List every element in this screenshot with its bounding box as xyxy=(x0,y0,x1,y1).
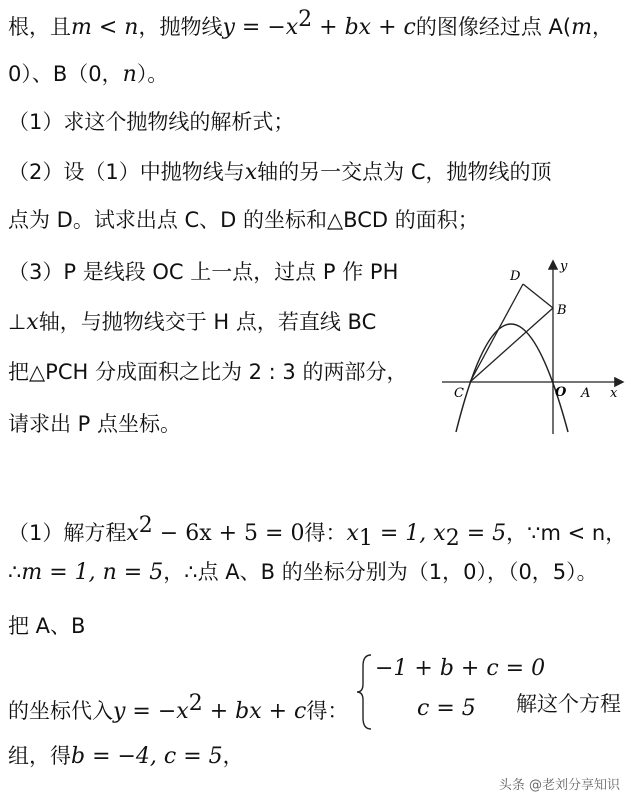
subscript: 2 xyxy=(445,526,460,552)
solution-line-2 xyxy=(8,558,598,587)
segment-db xyxy=(523,284,553,308)
problem-line-1: 根，且m < n，抛物线$y = -x^2$ + bx + c的图像经过点 A(m， xyxy=(8,7,613,40)
parabola-figure xyxy=(440,256,630,436)
subscript: 1 xyxy=(358,526,373,552)
question-3-line-3: 把△PCH 分成面积之比为 2 : 3 的两部分， xyxy=(8,360,408,384)
math-eq: m = 1, n = 5 xyxy=(21,560,164,585)
label-a: A xyxy=(581,386,591,401)
label-d: D xyxy=(510,269,521,284)
text: 组，得 xyxy=(8,744,71,768)
text: 根，且 xyxy=(8,15,71,39)
math-x: x xyxy=(244,160,258,185)
math-x: x xyxy=(26,310,39,335)
segment-cd xyxy=(470,284,523,382)
text: 得： xyxy=(306,699,349,723)
math-eq: b = −4, c = 5 xyxy=(71,744,223,769)
math-n: n xyxy=(122,62,137,87)
label-y: y xyxy=(560,259,568,274)
question-1: （1）求这个抛物线的解析式； xyxy=(8,110,295,134)
math-eq: y = −x xyxy=(222,15,299,40)
label-o: O xyxy=(555,385,567,400)
text: ∴ xyxy=(8,560,22,584)
question-3-line-1: （3）P 是线段 OC 上一点，过点 P 作 PH xyxy=(8,260,399,284)
math-x: x xyxy=(346,521,359,546)
text: 的图像经过点 A( xyxy=(415,15,572,39)
text: ，∵m < n， xyxy=(506,521,627,545)
text: ⊥ xyxy=(8,310,27,334)
solution-line-3: 把 A、B xyxy=(8,614,86,638)
problem-line-2 xyxy=(8,60,168,89)
figure-svg xyxy=(440,256,630,436)
math-eq: x xyxy=(126,521,139,546)
math-m: m xyxy=(71,15,92,40)
math-eq: + bx + c xyxy=(202,699,307,724)
text: ，∴点 A、B 的坐标分别为（1，0），（0，5）。 xyxy=(163,560,598,584)
label-x: x xyxy=(610,386,618,401)
math-m: m xyxy=(571,15,592,40)
question-3-line-2 xyxy=(8,308,376,337)
solution-line-4: 的坐标代入$y = -x^2$ + bx + c得： xyxy=(8,691,349,724)
solution-line-4-tail: 解这个方程 xyxy=(516,692,621,716)
math-eq: = 5 xyxy=(459,521,507,546)
math-eq: = 1, x xyxy=(372,521,446,546)
text: ）。 xyxy=(136,62,169,86)
text: ，抛物线 xyxy=(138,15,223,39)
system-eq-2: c = 5 xyxy=(417,696,476,721)
label-c: C xyxy=(454,386,464,401)
brace-icon xyxy=(355,652,375,732)
text: 得： xyxy=(304,521,347,545)
math-lt: < xyxy=(91,15,125,40)
text: （1）解方程 xyxy=(8,521,127,545)
segment-cb xyxy=(470,308,553,382)
system-eq-1: −1 + b + c = 0 xyxy=(375,656,546,681)
text: 0）、B（0， xyxy=(8,62,123,86)
math-eq: − 6x + 5 = 0 xyxy=(152,521,305,546)
text: ， xyxy=(591,15,613,39)
label-b: B xyxy=(557,303,567,318)
text: 轴的另一交点为 C，抛物线的顶 xyxy=(257,160,552,184)
math-n: n xyxy=(124,15,139,40)
question-2-line-1 xyxy=(8,158,552,187)
text: 轴，与抛物线交于 H 点，若直线 BC xyxy=(38,310,377,334)
question-2-line-2: 点为 D。试求出点 C、D 的坐标和△BCD 的面积； xyxy=(8,208,479,232)
math-eq: + bx + c xyxy=(312,15,416,40)
equation-system xyxy=(355,652,546,732)
watermark: 头条 @老刘分享知识 xyxy=(498,778,620,793)
solution-line-5 xyxy=(8,742,244,771)
text: （2）设（1）中抛物线与 xyxy=(8,160,245,184)
text: 的坐标代入 xyxy=(8,699,113,723)
question-3-line-4: 请求出 P 点坐标。 xyxy=(8,412,182,436)
math-eq: y = −x xyxy=(113,699,189,724)
solution-line-1: （1）解方程$x^2 - 6x + 5 = 0$得：$x_1 = 1$, $x_2 = 5$，∵m < n， xyxy=(8,513,627,552)
text: ， xyxy=(222,744,244,768)
